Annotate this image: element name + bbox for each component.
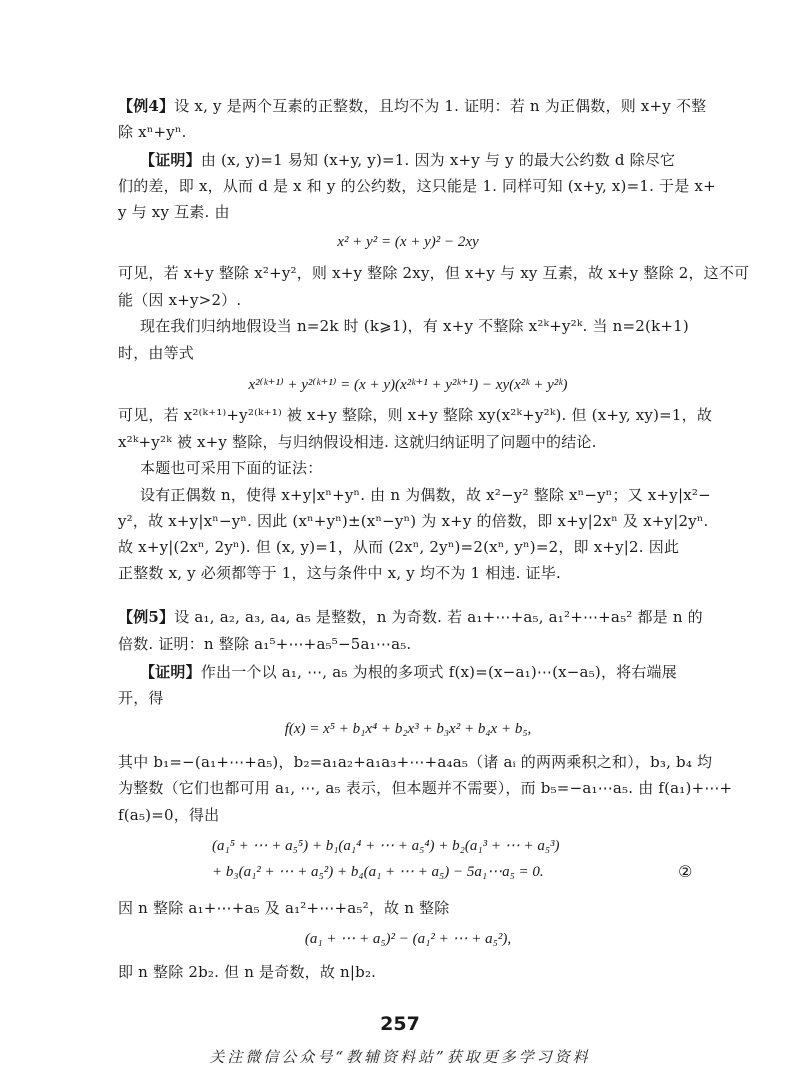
example4-equation1: x² + y² = (x + y)² − 2xy — [337, 234, 479, 250]
example5-proof-line4: 为整数（它们也都可用 a₁, ⋯, a₅ 表示，但本题并不需要），而 b₅=−a₁⋯a₅. 由 f(a₁)+⋯+ — [118, 779, 733, 797]
example5-proof-line1: 【证明】作出一个以 a₁, ⋯, a₅ 为根的多项式 f(x)=(x−a₁)⋯(x−a₅)，将右端展 — [140, 663, 677, 681]
example5-proof-line2: 开，得 — [118, 689, 164, 707]
example5-equation2-line2: + b₃(a₁² + ⋯ + a₅²) + b₄(a₁ + ⋯ + a₅) − 5a₁⋯a₅ = 0. — [212, 864, 544, 880]
example5-proof-line5: f(a₅)=0，得出 — [118, 806, 220, 824]
example4-proof-line7: 时，由等式 — [118, 344, 195, 362]
page-number: 257 — [380, 1013, 420, 1035]
example5-statement-line2: 倍数. 证明：n 整除 a₁⁵+⋯+a₅⁵−5a₁⋯a₅. — [118, 635, 412, 653]
example4-proof-line3: y 与 xy 互素. 由 — [118, 203, 230, 221]
example4-proof-line2: 们的差，即 x，从而 d 是 x 和 y 的公约数，这只能是 1. 同样可知 (x+y, x)=1. 于是 x+ — [118, 177, 716, 195]
example4-equation2: x²⁽ᵏ⁺¹⁾ + y²⁽ᵏ⁺¹⁾ = (x + y)(x²ᵏ⁺¹ + y²ᵏ⁺¹) − xy(x²ᵏ + y²ᵏ) — [248, 377, 568, 393]
example4-alt-line2: y²，故 x+y|xⁿ−yⁿ. 因此 (xⁿ+yⁿ)±(xⁿ−yⁿ) 为 x+y 的倍数，即 x+y|2xⁿ 及 x+y|2yⁿ. — [118, 512, 709, 530]
example4-proof-line4: 可见，若 x+y 整除 x²+y²，则 x+y 整除 2xy，但 x+y 与 xy 互素，故 x+y 整除 2，这不可 — [118, 264, 750, 282]
example5-proof-label: 【证明】 — [140, 663, 201, 681]
example5-proof-line7: 即 n 整除 2b₂. 但 n 是奇数，故 n|b₂. — [118, 963, 377, 981]
example4-proof-line9: x²ᵏ+y²ᵏ 被 x+y 整除，与归纳假设相违. 这就归纳证明了问题中的结论. — [118, 433, 597, 451]
footer-note: 关注微信公众号“教辅资料站”获取更多学习资料 — [209, 1048, 591, 1066]
example4-alt-line3: 故 x+y|(2xⁿ, 2yⁿ). 但 (x, y)=1，从而 (2xⁿ, 2yⁿ)=2(xⁿ, yⁿ)=2，即 x+y|2. 因此 — [118, 538, 680, 556]
example4-proof-line6: 现在我们归纳地假设当 n=2k 时 (k⩾1)，有 x+y 不整除 x²ᵏ+y²ᵏ. 当 n=2(k+1) — [140, 317, 689, 335]
example5-equation1: f(x) = x⁵ + b₁x⁴ + b₂x³ + b₃x² + b₄x + b₅, — [284, 721, 532, 737]
example4-proof-line8: 可见，若 x²⁽ᵏ⁺¹⁾+y²⁽ᵏ⁺¹⁾ 被 x+y 整除，则 x+y 整除 xy(x²ᵏ+y²ᵏ). 但 (x+y, xy)=1，故 — [118, 406, 713, 424]
example5-proof-line6: 因 n 整除 a₁+⋯+a₅ 及 a₁²+⋯+a₅²，故 n 整除 — [118, 899, 450, 917]
equation-number: ② — [678, 862, 693, 881]
example4-statement-line2: 除 xⁿ+yⁿ. — [118, 123, 187, 141]
example4-alt-line1: 设有正偶数 n，使得 x+y|xⁿ+yⁿ. 由 n 为偶数，故 x²−y² 整除 xⁿ−yⁿ；又 x+y|x²− — [140, 486, 711, 504]
example5-proof-line3: 其中 b₁=−(a₁+⋯+a₅)，b₂=a₁a₂+a₁a₃+⋯+a₄a₅（诸 aᵢ 的两两乘积之和），b₃, b₄ 均 — [118, 753, 713, 771]
example4-proof-line1: 【证明】由 (x, y)=1 易知 (x+y, y)=1. 因为 x+y 与 y 的最大公约数 d 除尽它 — [140, 151, 676, 169]
example5-equation2-line1: (a₁⁵ + ⋯ + a₅⁵) + b₁(a₁⁴ + ⋯ + a₅⁴) + b₂(a₁³ + ⋯ + a₅³) — [212, 838, 560, 854]
example5-statement-line1: 【例5】设 a₁, a₂, a₃, a₄, a₅ 是整数，n 为奇数. 若 a₁+⋯+a₅, a₁²+⋯+a₅² 都是 n 的 — [118, 608, 703, 626]
example4-statement-line1: 【例4】设 x, y 是两个互素的正整数，且均不为 1. 证明：若 n 为正偶数，则 x+y 不整 — [118, 97, 707, 115]
example5-equation3: (a₁ + ⋯ + a₅)² − (a₁² + ⋯ + a₅²), — [304, 931, 512, 947]
example4-alt-intro: 本题也可采用下面的证法： — [140, 459, 323, 477]
example4-alt-line4: 正整数 x, y 必须都等于 1，这与条件中 x, y 均不为 1 相违. 证毕. — [118, 564, 561, 582]
example4-proof-label: 【证明】 — [140, 151, 201, 169]
example4-proof-line5: 能（因 x+y>2）. — [118, 291, 242, 309]
example4-label: 【例4】 — [118, 97, 175, 115]
example5-label: 【例5】 — [118, 608, 175, 626]
